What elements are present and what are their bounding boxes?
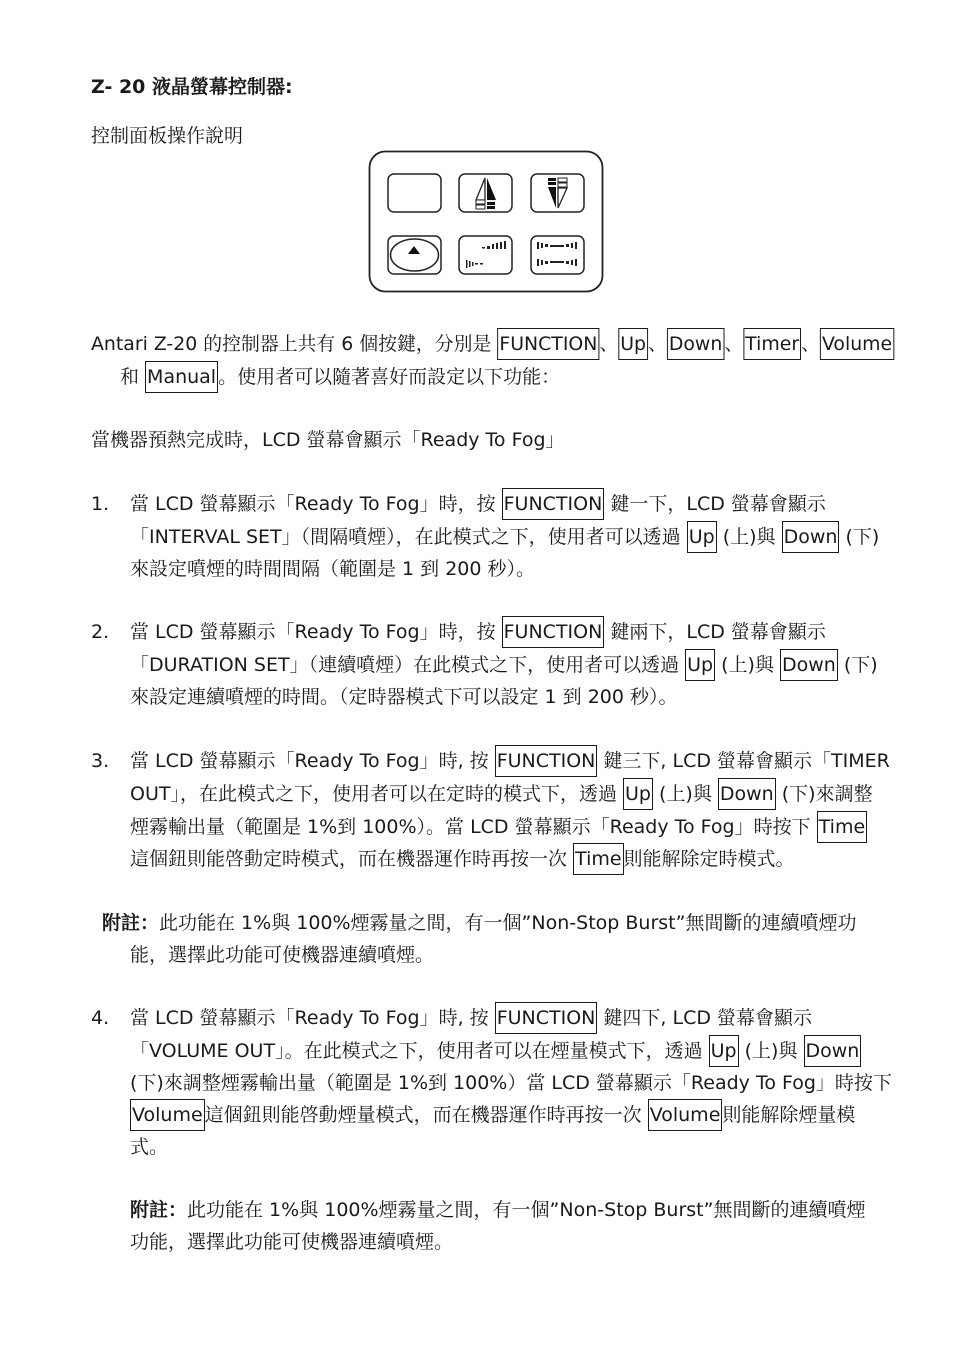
up-key-label: Up [685, 649, 715, 681]
time-key-label: Time [573, 843, 624, 875]
item-text: 「INTERVAL SET」（間隔噴煙），在此模式之下，使用者可以透過 [130, 526, 687, 548]
manual-key-icon [531, 236, 584, 274]
item-text: 當 LCD 螢幕顯示「Ready To Fog」時，按 [130, 493, 502, 515]
item-4-line-2 [130, 1035, 861, 1067]
separator: 、 [647, 333, 667, 355]
item-3-line-3 [130, 811, 867, 843]
item-text: OUT」，在此模式之下，使用者可以在定時的模式下，透過 [130, 783, 624, 805]
item-text: 鍵三下, LCD 螢幕會顯示「TIMER [597, 750, 890, 772]
intro-line-2 [120, 361, 560, 393]
page-subtitle: 控制面板操作說明 [91, 125, 244, 147]
function-key-label: FUNCTION [495, 745, 598, 777]
item-text: 煙霧輸出量（範圍是 1%到 100%）。當 LCD 螢幕顯示「Ready To Fog」時按下 [130, 816, 817, 838]
down-key-label: Down [780, 649, 838, 681]
timer-key-label: Timer [743, 328, 801, 360]
item-text: (上)與 [738, 1040, 804, 1062]
list-number: 1. [91, 493, 110, 515]
note-label: 附註： [102, 912, 160, 934]
item-4-line-4 [130, 1099, 855, 1131]
function-key-label: FUNCTION [495, 1002, 598, 1034]
manual-key-label: Manual [145, 361, 218, 393]
intro-text: Antari Z-20 的控制器上共有 6 個按鍵，分別是 [91, 333, 498, 355]
note-2-line-2: 功能，選擇此功能可使機器連續噴煙。 [130, 1231, 454, 1253]
up-key-label: Up [618, 328, 648, 360]
item-1-line-2 [130, 521, 879, 553]
item-text: 鍵一下，LCD 螢幕會顯示 [604, 493, 826, 515]
item-text: 鍵四下, LCD 螢幕會顯示 [597, 1007, 813, 1029]
note-text: 此功能在 1%與 100%煙霧量之間，有一個”Non-Stop Burst”無間斷的連續噴煙功 [159, 912, 857, 934]
note-1-line-2: 能，選擇此功能可使機器連續噴煙。 [130, 944, 435, 966]
volume-key-label: Volume [820, 328, 894, 360]
item-3-line-1 [130, 745, 890, 777]
volume-key-label: Volume [648, 1099, 723, 1131]
down-key-icon [531, 174, 584, 212]
function-key-label: FUNCTION [497, 328, 599, 360]
item-text: 當 LCD 螢幕顯示「Ready To Fog」時，按 [130, 621, 502, 643]
time-key-label: Time [817, 811, 868, 843]
up-key-label: Up [709, 1035, 739, 1067]
item-3-line-2 [130, 778, 873, 810]
item-2-line-3: 來設定連續噴煙的時間。（定時器模式下可以設定 1 到 200 秒）。 [130, 686, 678, 708]
ready-line: 當機器預熱完成時，LCD 螢幕會顯示「Ready To Fog」 [91, 429, 565, 451]
timer-key-icon [388, 236, 441, 274]
item-text: 則能解除煙量模 [722, 1104, 856, 1126]
item-text: 這個鈕則能啓動煙量模式，而在機器運作時再按一次 [204, 1104, 648, 1126]
item-4-line-3: (下)來調整煙霧輸出量（範圍是 1%到 100%）當 LCD 螢幕顯示「Ready To Fog」時按下 [130, 1072, 892, 1094]
volume-key-label: Volume [130, 1099, 205, 1131]
volume-key-icon [459, 236, 512, 274]
down-key-label: Down [667, 328, 724, 360]
item-4-line-1 [130, 1002, 812, 1034]
list-number: 3. [91, 750, 110, 772]
item-text: (下)來調整 [775, 783, 873, 805]
item-text: 當 LCD 螢幕顯示「Ready To Fog」時, 按 [130, 750, 495, 772]
item-text: 「VOLUME OUT」。在此模式之下，使用者可以在煙量模式下，透過 [130, 1040, 709, 1062]
item-text: (下) [839, 526, 880, 548]
note-1-line-1 [102, 907, 856, 939]
list-number: 4. [91, 1007, 110, 1029]
up-key-icon [459, 174, 512, 212]
item-3-line-4 [130, 843, 795, 875]
note-label: 附註： [130, 1199, 188, 1221]
item-4-line-5: 式。 [130, 1136, 169, 1158]
item-text: 則能解除定時模式。 [623, 848, 795, 870]
up-key-label: Up [687, 521, 717, 553]
item-text: (上)與 [652, 783, 718, 805]
item-1-line-1 [130, 488, 826, 520]
down-key-label: Down [718, 778, 776, 810]
separator: 、 [801, 333, 820, 355]
item-1-line-3: 來設定噴煙的時間間隔（範圍是 1 到 200 秒）。 [130, 558, 536, 580]
item-text: 當 LCD 螢幕顯示「Ready To Fog」時, 按 [130, 1007, 495, 1029]
list-number: 2. [91, 621, 110, 643]
item-text: 這個鈕則能啓動定時模式，而在機器運作時再按一次 [130, 848, 574, 870]
down-key-label: Down [804, 1035, 862, 1067]
intro-text: 和 [120, 366, 146, 388]
item-text: (上)與 [715, 654, 780, 676]
note-2-line-1 [130, 1194, 865, 1226]
item-text: (下) [837, 654, 878, 676]
item-text: (上)與 [716, 526, 782, 548]
function-key-label: FUNCTION [502, 616, 605, 648]
down-key-label: Down [782, 521, 840, 553]
up-key-label: Up [623, 778, 653, 810]
intro-text: 。使用者可以隨著喜好而設定以下功能： [218, 366, 561, 388]
note-text: 此功能在 1%與 100%煙霧量之間，有一個”Non-Stop Burst”無間斷的連續噴煙 [187, 1199, 866, 1221]
function-key-icon [388, 174, 441, 212]
item-2-line-2 [130, 649, 878, 681]
control-panel-diagram [368, 150, 604, 293]
item-text: 鍵兩下，LCD 螢幕會顯示 [604, 621, 826, 643]
item-2-line-1 [130, 616, 826, 648]
function-key-label: FUNCTION [502, 488, 605, 520]
page-title: Z- 20 液晶螢幕控制器: [91, 76, 293, 98]
item-text: 「DURATION SET」（連續噴煙）在此模式之下，使用者可以透過 [130, 654, 686, 676]
separator: 、 [724, 333, 744, 355]
intro-line-1 [91, 328, 894, 360]
separator: 、 [599, 333, 619, 355]
